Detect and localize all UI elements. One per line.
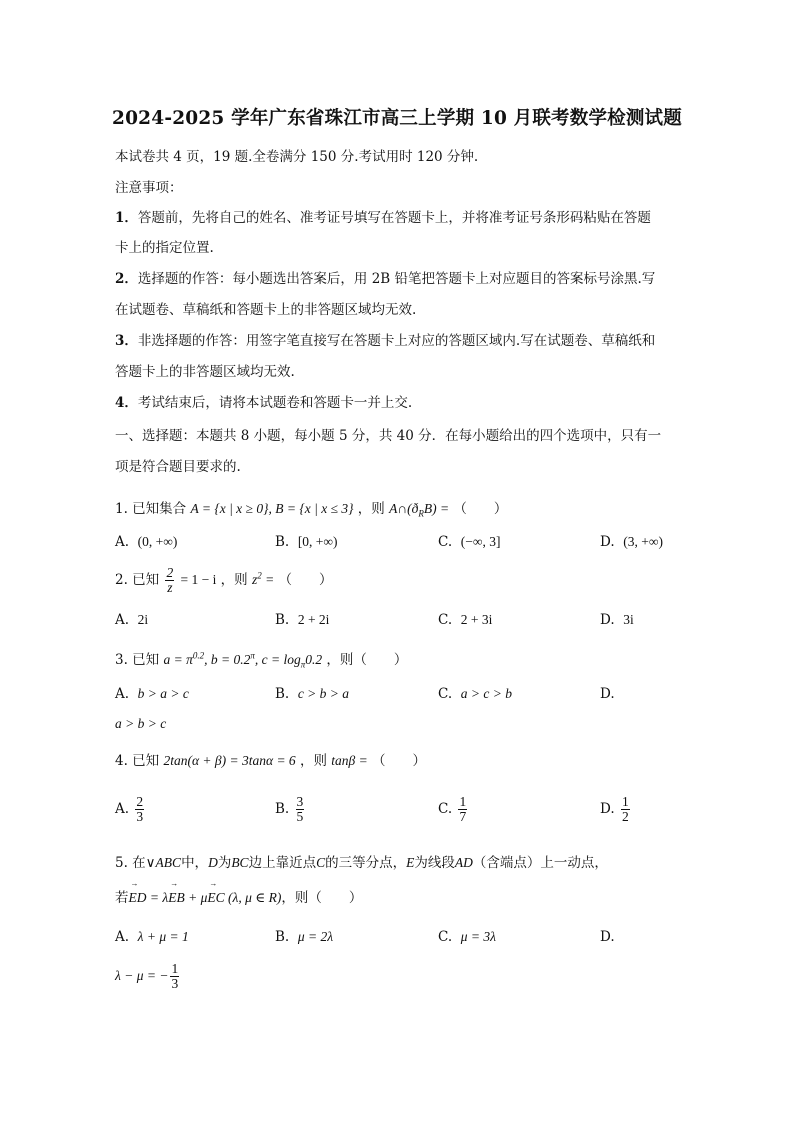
question-1-stem bbox=[115, 497, 507, 519]
note-3-line-1 bbox=[115, 329, 655, 349]
note-3-text: 非选择题的作答：用签字笔直接写在答题卡上对应的答题区域内.写在试题卷、草稿纸和 bbox=[137, 333, 656, 349]
q1-option-a[interactable] bbox=[115, 534, 177, 550]
q5-option-c-label: C. bbox=[438, 929, 453, 945]
q2-fraction-denominator: z bbox=[167, 580, 173, 596]
q1-option-c[interactable] bbox=[438, 534, 500, 550]
q5-vector-ec: → EC bbox=[207, 890, 224, 906]
q5-text-1: 中， bbox=[181, 855, 209, 871]
q2-option-d-label: D. bbox=[600, 612, 615, 628]
q1-option-d-text: (3, +∞) bbox=[623, 534, 663, 549]
note-1-text: 答题前，先将自己的姓名、准考证号填写在答题卡上，并将准考证号条形码粘贴在答题 bbox=[137, 210, 651, 226]
q2-option-b-text: 2 + 2i bbox=[297, 612, 330, 627]
q5-point-d: D bbox=[208, 855, 218, 870]
q3-option-a[interactable] bbox=[115, 686, 189, 702]
q3-b-exponent: π bbox=[250, 650, 255, 661]
q4-option-c[interactable] bbox=[438, 795, 469, 824]
q5-vector-ed: → ED bbox=[129, 890, 147, 906]
q5-vector-eb: → EB bbox=[168, 890, 185, 906]
q5-option-c-text: μ = 3λ bbox=[460, 929, 496, 944]
q2-option-d[interactable] bbox=[600, 612, 634, 628]
q5-option-d-label: D. bbox=[600, 929, 615, 945]
q4-blank: （ ） bbox=[372, 753, 427, 769]
q4-option-c-label: C. bbox=[438, 801, 453, 818]
note-4-line-1 bbox=[115, 391, 412, 411]
q3-option-d[interactable] bbox=[115, 716, 166, 732]
note-1-number: 1． bbox=[115, 210, 138, 226]
q1-option-b-label: B. bbox=[275, 534, 290, 550]
section-1-heading-line-1: 一、选择题：本题共 8 小题，每小题 5 分，共 40 分．在每小题给出的四个选项中，只有一 bbox=[115, 428, 662, 444]
q3-option-c-text: a > c > b bbox=[460, 686, 512, 701]
q5-condition: (λ, μ ∈ R) bbox=[224, 890, 282, 905]
q2-equation: = 1 − i bbox=[180, 572, 217, 588]
q2-option-d-text: 3i bbox=[623, 612, 634, 627]
q5-option-a-label: A. bbox=[115, 929, 130, 945]
q4-option-d-numerator: 1 bbox=[621, 794, 629, 809]
q5-option-d[interactable] bbox=[115, 962, 181, 991]
q5-text-6: （含端点）上一动点， bbox=[472, 855, 608, 871]
q5-point-e: E bbox=[406, 855, 415, 870]
q1-sets: A = {x | x ≥ 0}, B = {x | x ≤ 3} bbox=[190, 501, 354, 516]
q3-option-b-text: c > b > a bbox=[297, 686, 350, 701]
q1-option-d-label: D. bbox=[600, 534, 615, 550]
note-2-line-2: 在试题卷、草稿纸和答题卡上的非答题区域均无效. bbox=[115, 302, 417, 318]
q2-option-b-label: B. bbox=[275, 612, 290, 628]
q2-option-a-text: 2i bbox=[137, 612, 149, 627]
question-4-stem bbox=[115, 749, 426, 769]
q5-text-2: 为 bbox=[217, 855, 232, 871]
q5-triangle: ∨ABC bbox=[145, 855, 182, 870]
q5-option-a-text: λ + μ = 1 bbox=[137, 929, 189, 944]
q5-segment-bc: BC bbox=[231, 855, 249, 870]
q3-option-a-text: b > a > c bbox=[137, 686, 189, 701]
q1-expr-main: A∩(ð bbox=[389, 501, 419, 516]
q1-expr-sub: R bbox=[418, 508, 424, 519]
q4-option-b-fraction bbox=[296, 795, 305, 824]
page-title: 2024-2025 学年广东省珠江市高三上学期 10 月联考数学检测试题 bbox=[112, 108, 682, 129]
q4-option-d[interactable] bbox=[600, 795, 632, 824]
question-5-stem-line-1 bbox=[115, 851, 608, 871]
q2-blank: （ ） bbox=[278, 572, 333, 589]
note-2-text: 选择题的作答：每小题选出答案后，用 2B 铅笔把答题卡上对应题目的答案标号涂黑.写 bbox=[137, 271, 656, 287]
q3-a-def: a = π bbox=[163, 652, 193, 667]
q2-option-a-label: A. bbox=[115, 612, 130, 628]
q4-target: tanβ = bbox=[331, 753, 368, 768]
section-1-heading-line-2: 项是符合题目要求的. bbox=[115, 459, 241, 475]
q5-blank: ，则（ ） bbox=[281, 890, 363, 906]
q2-prefix: 2. 已知 bbox=[115, 572, 160, 589]
q3-option-d-text: a > b > c bbox=[115, 716, 167, 731]
note-1-line-1 bbox=[115, 206, 651, 226]
q2-fraction bbox=[165, 566, 174, 595]
q2-option-c-label: C. bbox=[438, 612, 453, 628]
q1-expr-end: B) = bbox=[423, 501, 450, 516]
q4-option-c-numerator: 1 bbox=[459, 794, 467, 809]
note-3-number: 3． bbox=[115, 333, 138, 349]
q3-option-c[interactable] bbox=[438, 686, 512, 702]
q3-c-log-base: π bbox=[300, 659, 306, 670]
q4-expression: 2tan(α + β) = 3tanα = 6 bbox=[163, 753, 296, 768]
q3-option-d-label: D. bbox=[600, 686, 615, 702]
q1-expression bbox=[389, 501, 450, 519]
q3-a-exponent: 0.2 bbox=[192, 650, 205, 661]
q3-option-a-label: A. bbox=[115, 686, 130, 702]
q4-option-c-denominator: 7 bbox=[459, 809, 467, 825]
q5-option-d-label-wrap[interactable] bbox=[600, 929, 615, 945]
q3-option-b[interactable] bbox=[275, 686, 349, 702]
notes-heading: 注意事项： bbox=[115, 180, 183, 196]
q5-option-d-denominator: 3 bbox=[171, 976, 179, 992]
note-2-line-1 bbox=[115, 267, 655, 287]
question-3-stem bbox=[115, 648, 407, 670]
q1-option-a-label: A. bbox=[115, 534, 130, 550]
q5-text-4: 的三等分点， bbox=[325, 855, 407, 871]
q5-option-b-label: B. bbox=[275, 929, 290, 945]
q4-option-a-denominator: 3 bbox=[136, 809, 144, 825]
note-2-number: 2． bbox=[115, 271, 138, 287]
q5-if: 若 bbox=[115, 890, 129, 906]
q5-eq-part-1: = λ bbox=[146, 890, 169, 905]
q2-expr-end: = bbox=[261, 572, 275, 588]
q1-prefix: 1. 已知集合 bbox=[115, 501, 187, 517]
question-5-stem-line-2 bbox=[115, 886, 362, 906]
q1-option-b[interactable] bbox=[275, 534, 338, 550]
q4-option-d-denominator: 2 bbox=[621, 809, 629, 825]
q1-option-c-text: (−∞, 3] bbox=[460, 534, 501, 549]
q4-mid: ，则 bbox=[299, 753, 327, 769]
question-2-stem bbox=[115, 566, 333, 595]
q3-blank: ，则（ ） bbox=[326, 652, 408, 668]
q2-option-b[interactable] bbox=[275, 612, 329, 628]
q2-mid: ，则 bbox=[220, 572, 248, 589]
q5-option-a[interactable] bbox=[115, 929, 189, 945]
q5-segment-ad: AD bbox=[454, 855, 473, 870]
q4-prefix: 4. 已知 bbox=[115, 753, 160, 769]
q5-option-d-numerator: 1 bbox=[171, 961, 179, 976]
q1-option-d[interactable] bbox=[600, 534, 663, 550]
q1-option-b-text: [0, +∞) bbox=[297, 534, 338, 549]
note-4-text: 考试结束后，请将本试题卷和答题卡一并上交. bbox=[137, 395, 413, 411]
q1-blank: （ ） bbox=[453, 501, 508, 517]
q1-option-c-label: C. bbox=[438, 534, 453, 550]
q5-option-c[interactable] bbox=[438, 929, 496, 945]
q2-option-c-text: 2 + 3i bbox=[460, 612, 493, 627]
q4-option-d-fraction bbox=[621, 795, 630, 824]
q5-option-d-text: λ − μ = − bbox=[115, 968, 169, 984]
q5-option-b-text: μ = 2λ bbox=[297, 929, 334, 944]
note-3-line-2: 答题卡上的非答题区域均无效. bbox=[115, 364, 295, 380]
q2-expression bbox=[252, 572, 274, 587]
q2-option-c[interactable] bbox=[438, 612, 492, 628]
q3-option-c-label: C. bbox=[438, 686, 453, 702]
q2-fraction-numerator: 2 bbox=[166, 565, 174, 580]
q4-option-a[interactable] bbox=[115, 795, 146, 824]
q5-text-5: 为线段 bbox=[414, 855, 455, 871]
q4-option-a-fraction bbox=[135, 795, 144, 824]
q4-option-b[interactable] bbox=[275, 795, 306, 824]
q4-option-c-fraction bbox=[458, 795, 467, 824]
q2-option-a[interactable] bbox=[115, 612, 148, 628]
q4-option-b-denominator: 5 bbox=[296, 809, 304, 825]
q4-option-a-label: A. bbox=[115, 801, 130, 818]
q4-option-a-numerator: 2 bbox=[136, 794, 144, 809]
q2-expr-sup: 2 bbox=[257, 570, 262, 581]
q4-option-b-numerator: 3 bbox=[296, 794, 304, 809]
q5-option-b[interactable] bbox=[275, 929, 333, 945]
q4-option-d-label: D. bbox=[600, 801, 615, 818]
q5-eq-part-2: + μ bbox=[184, 890, 208, 905]
q5-option-d-fraction bbox=[170, 962, 179, 991]
q5-text-3: 边上靠近点 bbox=[248, 855, 317, 871]
q3-option-b-label: B. bbox=[275, 686, 290, 702]
intro-text: 本试卷共 4 页，19 题.全卷满分 150 分.考试用时 120 分钟. bbox=[115, 149, 479, 165]
q1-option-a-text: (0, +∞) bbox=[137, 534, 178, 549]
q3-c-log-arg: 0.2 bbox=[305, 652, 323, 667]
q5-prefix: 5. 在 bbox=[115, 855, 146, 871]
note-1-line-2: 卡上的指定位置. bbox=[115, 240, 214, 256]
q1-mid: ，则 bbox=[357, 501, 385, 517]
q4-option-b-label: B. bbox=[275, 801, 290, 818]
q2-expr-main: z bbox=[251, 572, 258, 588]
q3-b-def: , b = 0.2 bbox=[204, 652, 251, 667]
q5-point-c: C bbox=[316, 855, 326, 870]
note-4-number: 4． bbox=[115, 395, 138, 411]
q3-option-d-label-wrap[interactable] bbox=[600, 686, 615, 702]
q3-c-def: , c = log bbox=[254, 652, 301, 667]
q3-prefix: 3. 已知 bbox=[115, 652, 160, 668]
q3-definitions bbox=[163, 650, 323, 670]
